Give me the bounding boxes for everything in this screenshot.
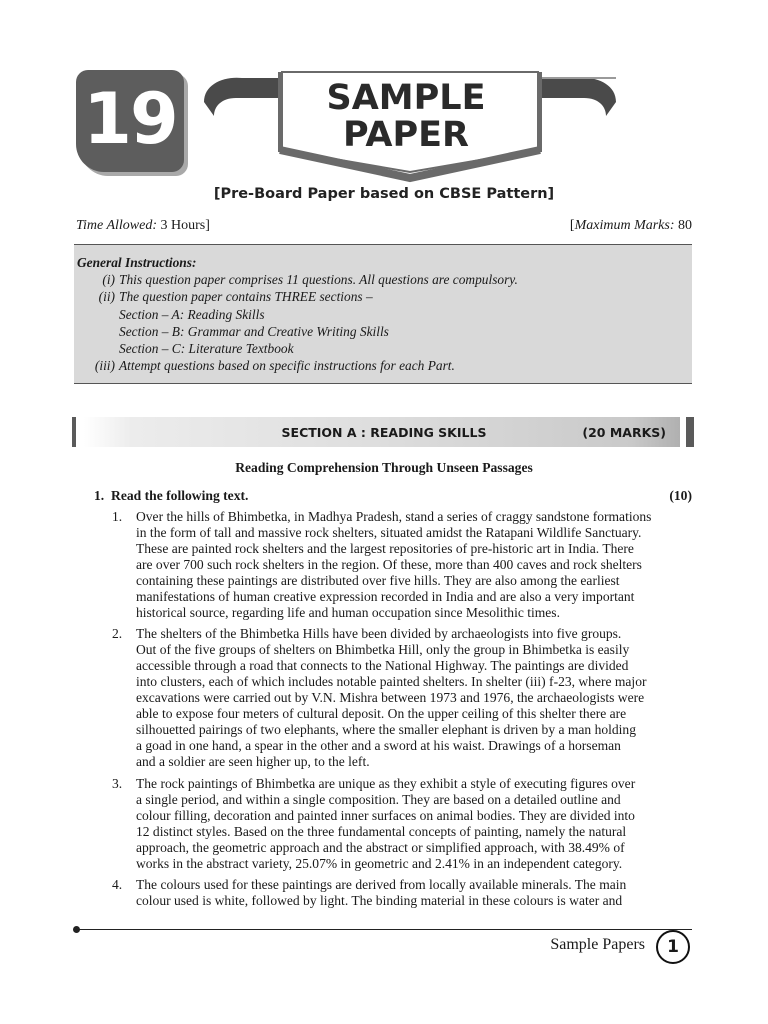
maximum-marks-value: 80 bbox=[678, 218, 692, 233]
text-line: manifestations of human creative expression recorded in India and are also a very important bbox=[136, 589, 635, 604]
instructions-heading: General Instructions: bbox=[77, 255, 197, 270]
paragraph-number: 3. bbox=[112, 776, 123, 791]
general-instructions-box bbox=[74, 244, 692, 384]
section-marks: (20 MARKS) bbox=[582, 425, 666, 440]
question-row bbox=[94, 488, 692, 504]
page-number: 1 bbox=[656, 930, 690, 964]
text-line: historical source, regarding life and human occupation since Mesolithic times. bbox=[136, 605, 560, 620]
text-line: Out of the five groups of shelters on Bhimbetka Hill, only the group in Bhimbetka is easily bbox=[136, 642, 630, 657]
text-line: These are painted rock shelters and the largest repositories of pre-historic art in India. There bbox=[136, 541, 634, 556]
time-marks-row bbox=[76, 218, 692, 234]
text-line: 12 distinct styles. Based on the three fundamental concepts of painting, namely the natural bbox=[136, 824, 627, 839]
question-marks: (10) bbox=[669, 488, 692, 503]
text-line: into clusters, each of which includes notable painted shelters. In shelter (iii) f-23, where major bbox=[136, 674, 647, 689]
footer-rule bbox=[76, 929, 692, 930]
text-line: The shelters of the Bhimbetka Hills have been divided by archaeologists into five groups. bbox=[136, 626, 622, 641]
paragraph-number: 2. bbox=[112, 626, 123, 641]
maximum-marks bbox=[570, 218, 692, 234]
time-allowed-label: Time Allowed: bbox=[76, 218, 158, 233]
maximum-marks-bracket: [ bbox=[569, 218, 575, 233]
passage-paragraph bbox=[112, 877, 696, 909]
text-line: colour used is white, followed by light. The binding material in these colours is water and bbox=[136, 893, 623, 908]
text-line: and a soldier are seen higher up, to the left. bbox=[136, 754, 370, 769]
instruction-item: (iii) Attempt questions based on specific instructions for each Part. bbox=[94, 358, 455, 374]
title-sample: SAMPLE bbox=[326, 78, 486, 118]
text-line: The colours used for these paintings are derived from locally available minerals. The main bbox=[136, 877, 627, 892]
maximum-marks-label: Maximum Marks: bbox=[574, 218, 675, 233]
footer-label: Sample Papers bbox=[550, 936, 645, 953]
instruction-subitem: Section – B: Grammar and Creative Writing Skills bbox=[119, 323, 389, 339]
text-line: approach, the geometric approach and the abstract or simplified approach, with 38.49% of bbox=[136, 840, 625, 855]
footer-bullet bbox=[73, 926, 80, 933]
text-line: a goad in one hand, a spear in the other and a sword at his waist. Drawings of a horseman bbox=[136, 738, 621, 753]
passage-paragraph bbox=[112, 626, 696, 770]
instruction-subitem: Section – A: Reading Skills bbox=[119, 306, 265, 322]
text-line: able to expose four meters of cultural deposit. On the upper ceiling of this shelter there are bbox=[136, 706, 627, 721]
text-line: accessible through a road that connects to the National Highway. The paintings are divided bbox=[136, 658, 629, 673]
passage-heading: Reading Comprehension Through Unseen Passages bbox=[235, 460, 533, 475]
text-line: works in the abstract variety, 25.07% in geometric and 2.41% in an independent category. bbox=[136, 856, 623, 871]
time-allowed-value: 3 Hours] bbox=[160, 218, 210, 233]
passage-paragraph bbox=[112, 509, 696, 621]
paper-number: 19 bbox=[83, 78, 177, 160]
text-line: colour filling, decoration and painted inner surfaces on animal bodies. They are divided into bbox=[136, 808, 635, 823]
text-line: excavations were carried out by V.N. Mishra between 1973 and 1976, the archaeologists were bbox=[136, 690, 645, 705]
text-line: are over 700 such rock shelters in the region. Of these, more than 400 caves and rock shelters bbox=[136, 557, 642, 572]
time-allowed bbox=[76, 218, 210, 234]
text-line: silhouetted pairings of two elephants, where the smaller elephant is driven by a man holding bbox=[136, 722, 636, 737]
text-line: containing these paintings are distributed over five hills. They are also among the earliest bbox=[136, 573, 620, 588]
instruction-item: (i) This question paper comprises 11 questions. All questions are compulsory. bbox=[102, 272, 518, 288]
paragraph-number: 1. bbox=[112, 509, 123, 524]
instruction-item: (ii) The question paper contains THREE sections – bbox=[98, 289, 373, 305]
question-number: 1. bbox=[94, 488, 105, 503]
text-line: The rock paintings of Bhimbetka are unique as they exhibit a style of executing figures over bbox=[136, 776, 636, 791]
text-line: Over the hills of Bhimbetka, in Madhya Pradesh, stand a series of craggy sandstone formations bbox=[136, 509, 652, 524]
text-line: a single period, and within a single composition. They are based on a detailed outline and bbox=[136, 792, 621, 807]
paper-number-badge bbox=[76, 70, 184, 172]
paragraph-number: 4. bbox=[112, 877, 123, 892]
section-title: SECTION A : READING SKILLS bbox=[281, 425, 487, 440]
passage-paragraph bbox=[112, 776, 696, 872]
text-line: in the form of tall and massive rock shelters, situated amidst the Ratapani Wildlife Sanctuary. bbox=[136, 525, 642, 540]
paper-subtitle: [Pre-Board Paper based on CBSE Pattern] bbox=[213, 186, 555, 202]
title-paper: PAPER bbox=[342, 115, 470, 155]
question-text: Read the following text. bbox=[111, 488, 249, 503]
instruction-subitem: Section – C: Literature Textbook bbox=[119, 341, 294, 357]
